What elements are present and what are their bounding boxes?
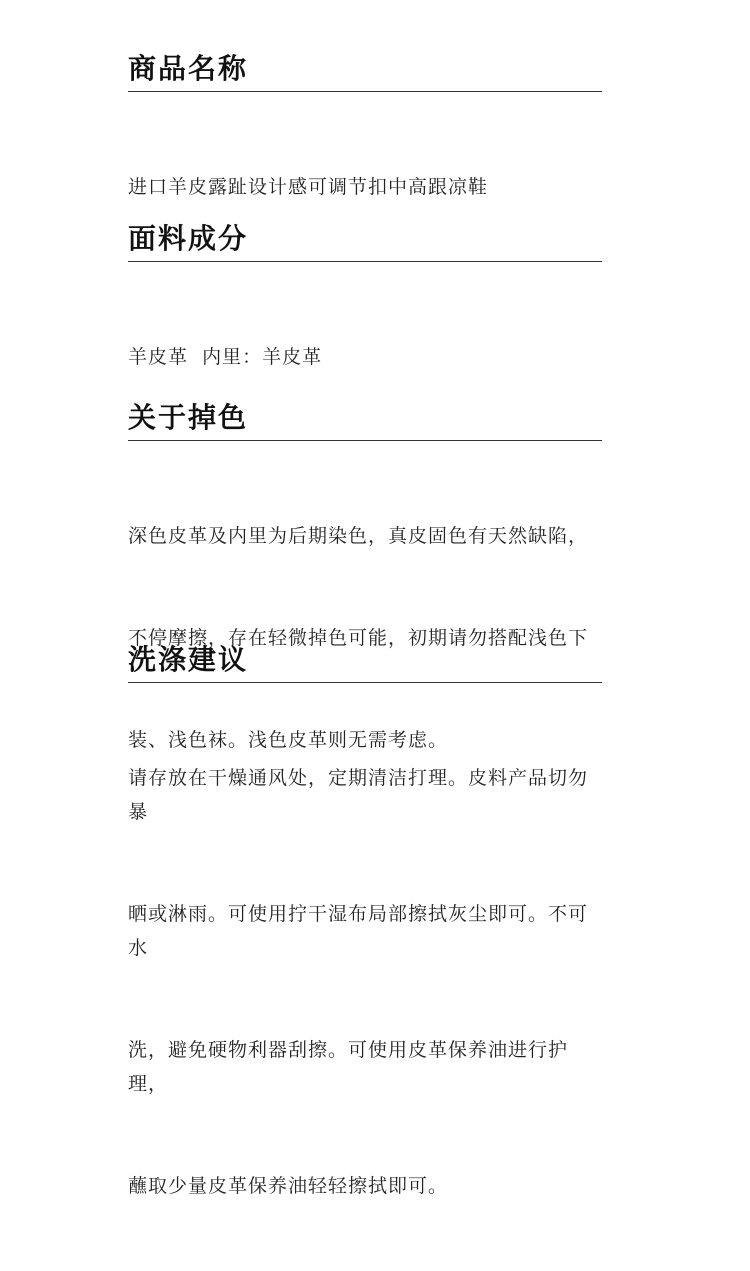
body-line: 进口羊皮露趾设计感可调节扣中高跟凉鞋 — [128, 176, 489, 198]
body-line: 洗，避免硬物利器刮擦。可使用皮革保养油进行护理， — [128, 1039, 569, 1095]
section-heading: 洗涤建议 — [128, 643, 602, 683]
section-heading: 关于掉色 — [128, 401, 602, 441]
section-heading: 面料成分 — [128, 222, 602, 262]
body-line: 深色皮革及内里为后期染色，真皮固色有天然缺陷， — [128, 525, 589, 547]
body-line: 装、浅色袜。浅色皮革则无需考虑。 — [128, 729, 449, 751]
body-line: 蘸取少量皮革保养油轻轻擦拭即可。 — [128, 1175, 449, 1197]
body-line: 晒或淋雨。可使用拧干湿布局部擦拭灰尘即可。不可水 — [128, 903, 589, 959]
body-line: 请存放在干燥通风处，定期清洁打理。皮料产品切勿暴 — [128, 767, 589, 823]
body-line: 羊皮革 内里：羊皮革 — [128, 346, 323, 368]
body-line: 不停摩擦，存在轻微掉色可能，初期请勿搭配浅色下 — [128, 627, 589, 649]
section-body — [128, 693, 602, 1271]
section-heading: 商品名称 — [128, 52, 602, 92]
section-care-instructions — [128, 643, 602, 1271]
